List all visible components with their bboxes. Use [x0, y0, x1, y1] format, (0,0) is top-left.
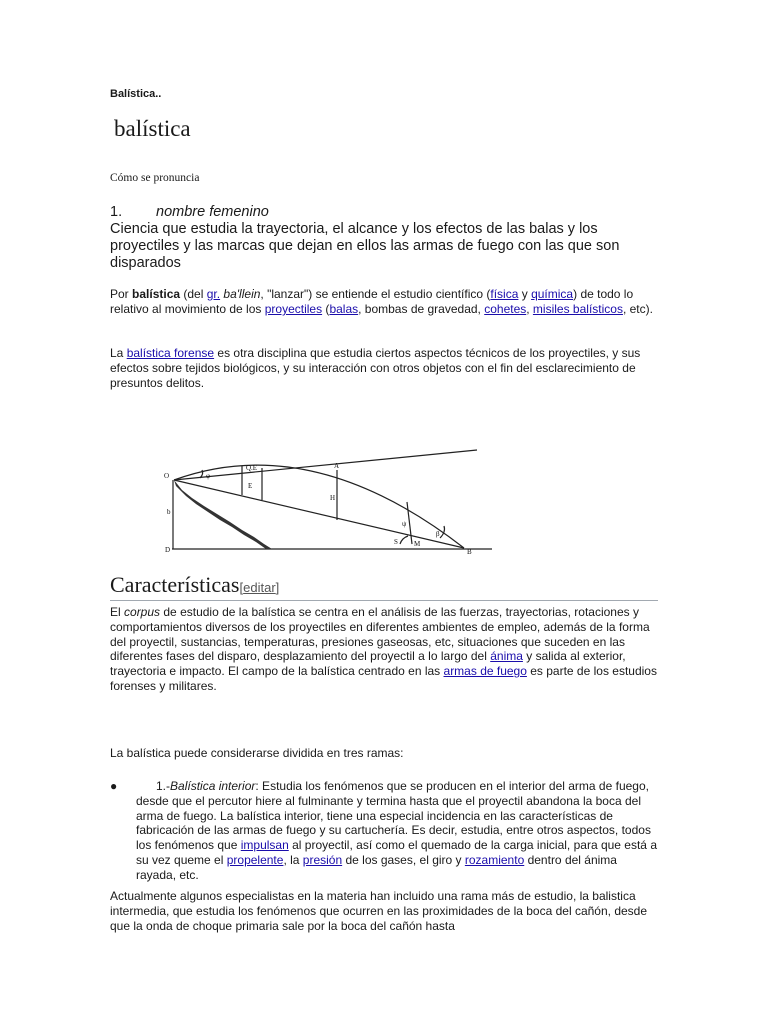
link-rozamiento[interactable]: rozamiento: [464, 852, 525, 867]
link-presion[interactable]: presión: [302, 852, 343, 867]
text: al proyectil, así como el quemado de la carga inicial, para que está a su vez queme el: [136, 838, 657, 867]
text: ) de todo lo relativo al movimiento de los: [110, 287, 634, 316]
text: , la: [283, 852, 303, 867]
text: ,: [526, 302, 533, 316]
intermedia-paragraph: Actualmente algunos especialistas en la materia han incluido una rama más de estudio, la balistica intermedia, que estudia los fenómenos que ocurren en las proximidades de la boca del cañón, desde que la onda de choque primaria sale por la boca del cañón hasta: [110, 889, 648, 933]
text: Por: [110, 287, 133, 301]
text: , etc).: [622, 302, 653, 316]
part-of-speech: nombre femenino: [156, 204, 269, 220]
line-of-sight: [174, 480, 464, 548]
term-ballein: ba'llein: [223, 287, 261, 301]
trajectory-diagram: [162, 440, 552, 560]
label-beta: β: [436, 530, 440, 538]
text: y salida al exterior, trayectoria e impacto. El campo de la balística centrado en las: [110, 649, 626, 679]
descent-line: [407, 502, 412, 544]
text: El: [110, 605, 125, 619]
edit-bracket: [: [239, 580, 244, 595]
text: : Estudia los fenómenos que se producen en el interior del arma de fuego, desde que el percutor hiere al fulminante y termina hasta que el proyectil abandona la boca del arma de fuego. La balística interior, tiene una especial incidencia en las características de fabricación de las armas de fuego y su cartuchería. Es decir, estudia, entre otros aspectos, todos los fenómenos que: [136, 779, 651, 853]
term-balistica: balística: [132, 287, 181, 301]
term-corpus: corpus: [124, 605, 161, 619]
headword: balística: [114, 116, 191, 141]
link-cohetes[interactable]: cohetes: [484, 302, 527, 316]
link-proyectiles[interactable]: proyectiles: [264, 302, 323, 316]
text: (: [322, 302, 330, 316]
branches-list: [110, 779, 658, 883]
text: de estudio de la balística se centra en el análisis de las fuerzas, trayectorias, rotaciones y comportamientos diversos de los proyectiles en diferentes ambientes de empleo, además de la forma del proyectil, sustancias, temperaturas, presiones gaseosas, etc, situaciones que suceden en las diferentes fases del disparo, desplazamiento del proyectil a lo largo del: [110, 605, 650, 664]
intro-paragraph: [110, 287, 658, 317]
edit-bracket: ]: [275, 580, 280, 595]
text: de los gases, el giro y: [342, 852, 465, 867]
forense-paragraph: [110, 346, 658, 391]
label-b: B: [467, 548, 472, 556]
text: 1.-: [156, 779, 171, 793]
label-s: S: [394, 538, 398, 546]
definition-number: 1.: [110, 204, 123, 220]
text: , bombas de gravedad,: [358, 302, 485, 316]
label-h: H: [330, 494, 336, 502]
label-phi: φ: [206, 472, 211, 480]
link-balistica-forense[interactable]: balística forense: [126, 346, 215, 360]
link-impulsan[interactable]: impulsan: [240, 838, 289, 853]
link-armas-de-fuego[interactable]: armas de fuego: [443, 664, 527, 679]
term-balistica-interior: Balística interior: [170, 779, 256, 793]
section-title: Características: [110, 572, 240, 597]
link-misiles-balisticos[interactable]: misiles balísticos: [532, 302, 623, 316]
terrain-slope: [174, 480, 272, 549]
text: La: [110, 346, 127, 360]
link-anima[interactable]: ánima: [490, 649, 523, 664]
text: es parte de los estudios forenses y militares.: [110, 664, 657, 693]
link-quimica[interactable]: química: [531, 287, 574, 301]
corpus-paragraph: [110, 605, 658, 694]
label-e: E: [248, 482, 253, 490]
link-balas[interactable]: balas: [329, 302, 359, 316]
text: y: [518, 287, 532, 301]
pronunciation-link[interactable]: Cómo se pronuncia: [110, 172, 200, 184]
ramas-paragraph: La balística puede considerarse dividida en tres ramas:: [110, 746, 404, 760]
link-propelente[interactable]: propelente: [226, 852, 284, 867]
label-psi: ψ: [402, 520, 407, 528]
section-heading: [110, 572, 658, 601]
label-m: M: [414, 540, 421, 548]
definition-text: Ciencia que estudia la trayectoria, el alcance y los efectos de las balas y los proyectiles y las marcas que dejan en ellos las armas de fuego con las que son disparados: [110, 221, 620, 271]
angle-arc: [400, 536, 408, 544]
text: dentro del ánima rayada, etc.: [136, 852, 617, 882]
label-b-small: b: [167, 508, 171, 516]
text: (del: [180, 287, 207, 301]
label-qe: Q.E: [246, 464, 258, 472]
trajectory-curve: [174, 465, 464, 548]
label-o: O: [164, 472, 170, 480]
label-a: A: [334, 462, 340, 470]
line-of-departure: [174, 450, 477, 480]
bullet-icon: ●: [110, 779, 118, 793]
list-item: [110, 779, 658, 883]
text: , "lanzar") se entiende el estudio científico (: [260, 287, 491, 301]
text: es otra disciplina que estudia ciertos aspectos técnicos de los proyectiles, y sus efectos sobre tejidos biológicos, y su interacción con otros objetos con el fin del esclarecimiento de presuntos delitos.: [110, 346, 641, 390]
definition: [110, 204, 658, 272]
link-gr[interactable]: gr.: [206, 287, 221, 301]
edit-link[interactable]: editar: [243, 580, 276, 595]
link-fisica[interactable]: física: [490, 287, 519, 301]
label-d: D: [165, 546, 171, 554]
document-title: Balística..: [110, 88, 162, 100]
